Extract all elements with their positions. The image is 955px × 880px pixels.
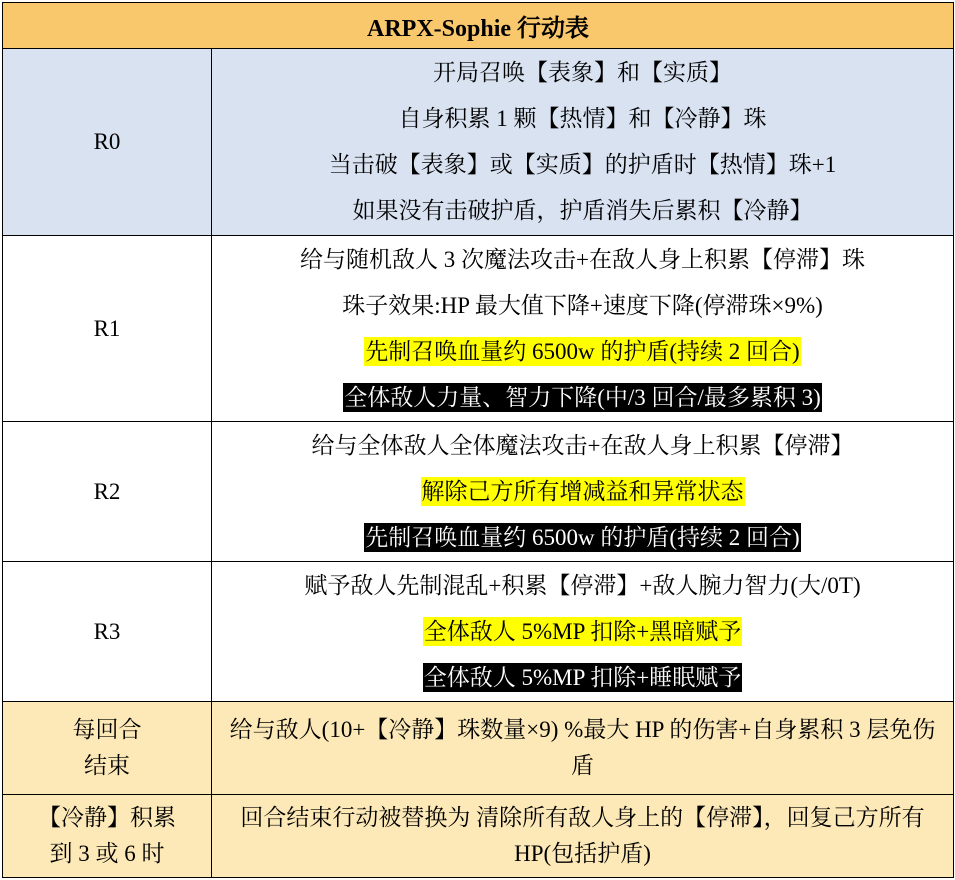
r2-line-2-highlight-yellow: 解除己方所有增减益和异常状态: [421, 478, 744, 504]
r3-line-2-highlight-yellow: 全体敌人 5%MP 扣除+黑暗赋予: [423, 618, 742, 644]
r1-line-2: [212, 283, 953, 329]
round-label-r2: R2: [3, 422, 212, 562]
r0-line-3: 当击破【表象】或【实质】的护盾时【热情】珠+1: [328, 152, 837, 177]
calm-trigger-text: 回合结束行动被替换为 清除所有敌人身上的【停滞】，回复己方所有 HP(包括护盾): [240, 805, 925, 866]
table-row-r3: [3, 562, 954, 702]
end-of-turn-label: [3, 702, 212, 795]
round-content-r2: [212, 422, 954, 562]
r1-line-1: [212, 237, 953, 283]
calm-trigger-content: [212, 795, 954, 878]
round-content-r1: [212, 236, 954, 422]
round-content-r0: [212, 49, 954, 236]
r0-line-2: 自身积累 1 颗【热情】和【冷静】珠: [398, 106, 767, 131]
r2-line-1-text: 给与全体敌人全体魔法攻击+在敌人身上积累【停滞】: [311, 432, 854, 458]
r1-line-3-highlight-yellow: 先制召唤血量约 6500w 的护盾(持续 2 回合): [365, 338, 800, 364]
r2-line-3-highlight-black: 先制召唤血量约 6500w 的护盾(持续 2 回合): [365, 524, 800, 550]
title-row: [3, 3, 954, 49]
r0-line-1: 开局召唤【表象】和【实质】: [433, 60, 732, 85]
r3-line-1: [212, 563, 953, 609]
table-row-calm-trigger: [3, 795, 954, 878]
r3-line-1-text: 赋予敌人先制混乱+积累【停滞】+敌人腕力智力(大/0T): [304, 572, 861, 598]
r1-line-4-highlight-black: 全体敌人力量、智力下降(中/3 回合/最多累积 3): [344, 384, 821, 410]
calm-trigger-label: [3, 795, 212, 878]
round-label-r0: R0: [3, 49, 212, 236]
calm-trigger-label-line-2: 到 3 或 6 时: [49, 841, 165, 866]
r3-line-2: [212, 609, 953, 655]
end-of-turn-label-line-2: 结束: [84, 753, 130, 778]
r1-line-4: [212, 375, 953, 421]
round-content-r3: [212, 562, 954, 702]
end-of-turn-label-line-1: 每回合: [72, 717, 142, 742]
r3-line-3: [212, 655, 953, 701]
table-row-r2: [3, 422, 954, 562]
r1-line-1-text: 给与随机敌人 3 次魔法攻击+在敌人身上积累【停滞】珠: [300, 246, 865, 272]
r1-line-3: [212, 329, 953, 375]
end-of-turn-content: [212, 702, 954, 795]
round-label-r1: R1: [3, 236, 212, 422]
table-row-r0: [3, 49, 954, 236]
r0-line-4: 如果没有击破护盾，护盾消失后累积【冷静】: [352, 198, 813, 223]
r1-line-2-text: 珠子效果:HP 最大值下降+速度下降(停滞珠×9%): [342, 292, 823, 318]
table-row-r1: [3, 236, 954, 422]
r2-line-3: [212, 515, 953, 561]
action-table: [2, 2, 954, 878]
calm-trigger-label-line-1: 【冷静】积累: [38, 805, 176, 830]
r2-line-2: [212, 469, 953, 515]
end-of-turn-text: 给与敌人(10+【冷静】珠数量×9) %最大 HP 的伤害+自身累积 3 层免伤盾: [229, 717, 936, 778]
r2-line-1: [212, 423, 953, 469]
table-title: ARPX-Sophie 行动表: [3, 3, 954, 49]
round-label-r3: R3: [3, 562, 212, 702]
table-row-end-of-turn: [3, 702, 954, 795]
r3-line-3-highlight-black: 全体敌人 5%MP 扣除+睡眠赋予: [423, 664, 742, 690]
